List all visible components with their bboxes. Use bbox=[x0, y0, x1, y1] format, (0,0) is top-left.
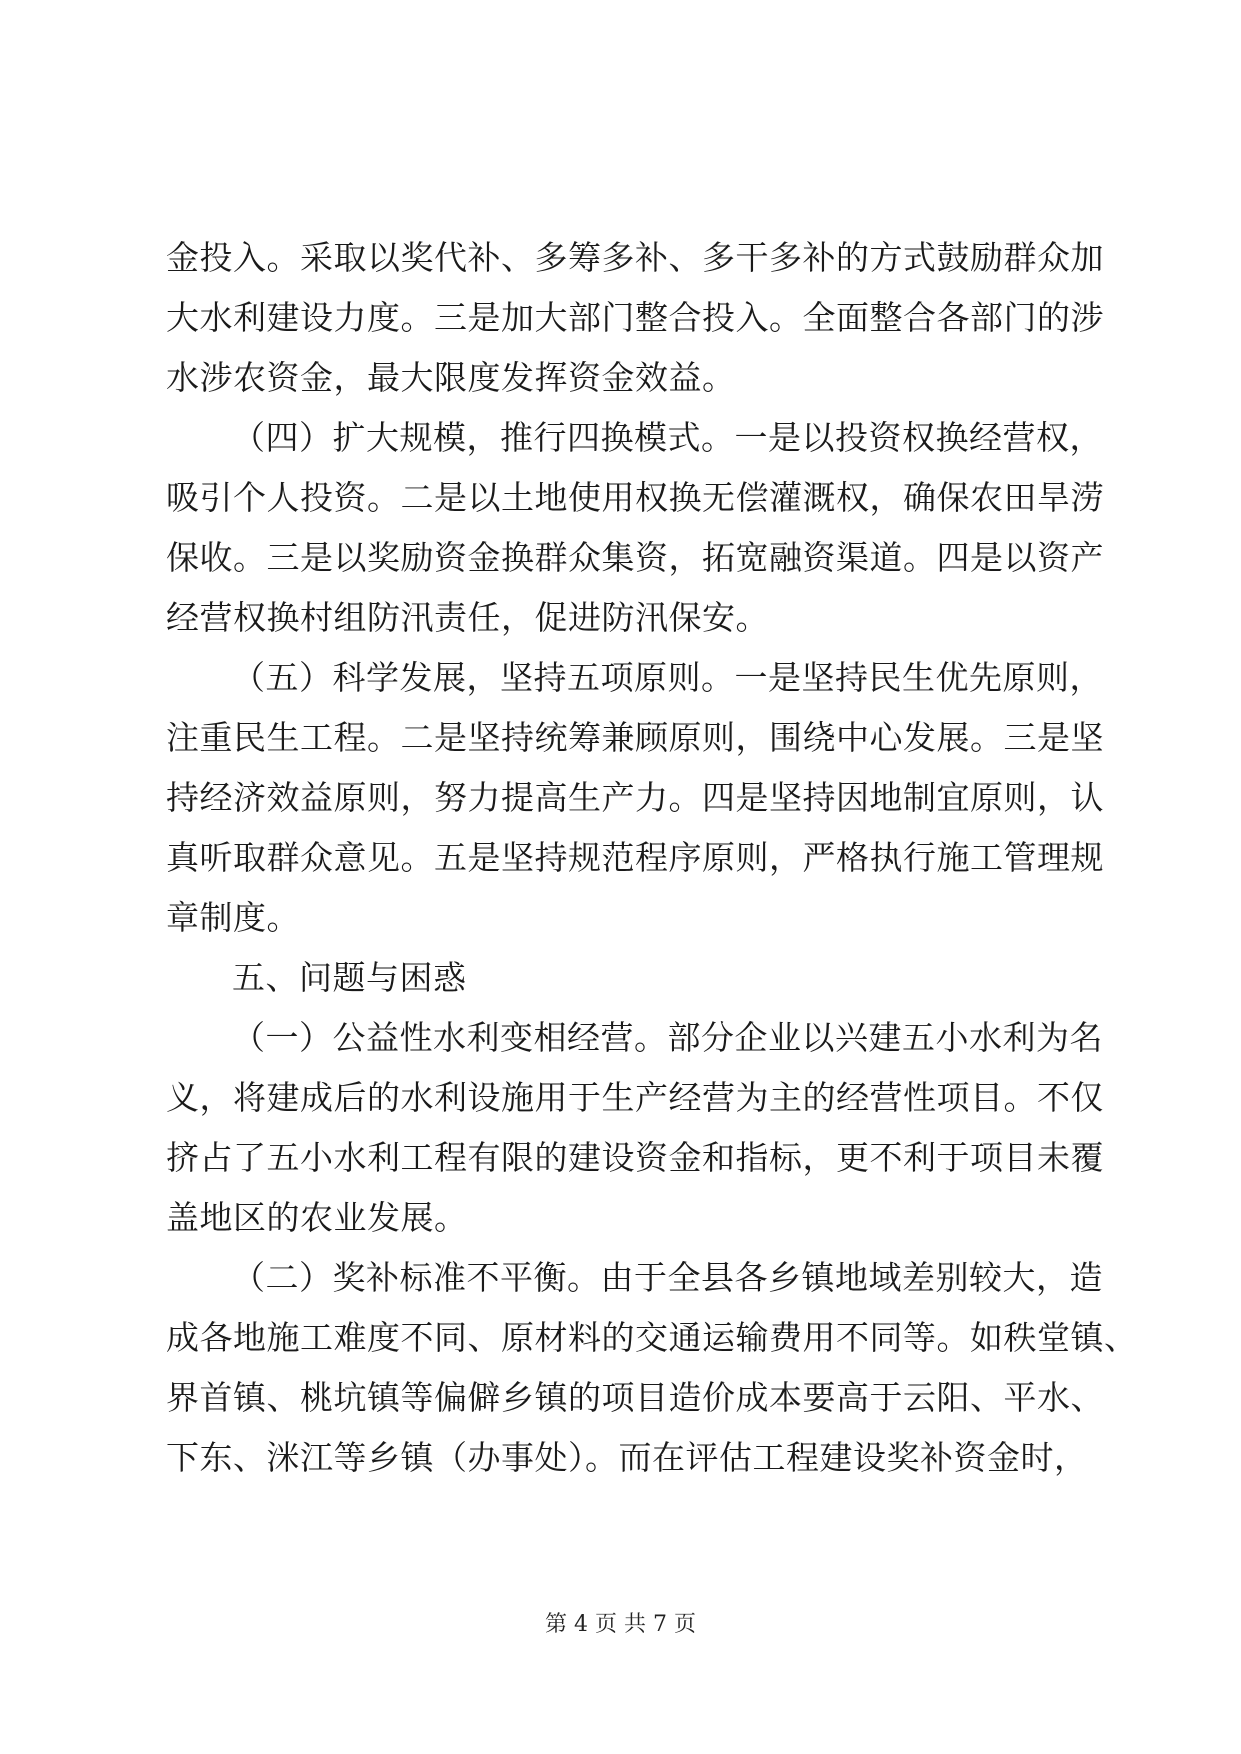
text-line: 义，将建成后的水利设施用于生产经营为主的经营性项目。不仅 bbox=[166, 1078, 1104, 1117]
page-number-footer: 第 4 页 共 7 页 bbox=[545, 1612, 696, 1637]
paragraph-start-line: （五）科学发展，坚持五项原则。一是坚持民生优先原则， bbox=[232, 658, 1103, 697]
text-line: 挤占了五小水利工程有限的建设资金和指标，更不利于项目未覆 bbox=[166, 1138, 1104, 1177]
text-line: 注重民生工程。二是坚持统筹兼顾原则，围绕中心发展。三是坚 bbox=[166, 718, 1104, 757]
text-line: 吸引个人投资。二是以土地使用权换无偿灌溉权，确保农田旱涝 bbox=[166, 478, 1104, 517]
section-heading: 五、问题与困惑 bbox=[232, 958, 467, 997]
text-line: 真听取群众意见。五是坚持规范程序原则，严格执行施工管理规 bbox=[166, 838, 1104, 877]
text-line: 盖地区的农业发展。 bbox=[166, 1198, 468, 1237]
text-line: 成各地施工难度不同、原材料的交通运输费用不同等。如秩堂镇、 bbox=[166, 1318, 1138, 1357]
text-line: 章制度。 bbox=[166, 898, 300, 937]
paragraph-start-line: （四）扩大规模，推行四换模式。一是以投资权换经营权， bbox=[232, 418, 1103, 457]
text-line: 金投入。采取以奖代补、多筹多补、多干多补的方式鼓励群众加 bbox=[166, 238, 1104, 277]
text-line: 水涉农资金，最大限度发挥资金效益。 bbox=[166, 358, 736, 397]
text-line: 持经济效益原则，努力提高生产力。四是坚持因地制宜原则，认 bbox=[166, 778, 1104, 817]
paragraph-start-line: （一）公益性水利变相经营。部分企业以兴建五小水利为名 bbox=[232, 1018, 1103, 1057]
document-body bbox=[166, 228, 1138, 1488]
text-line: 保收。三是以奖励资金换群众集资，拓宽融资渠道。四是以资产 bbox=[166, 538, 1104, 577]
text-line: 大水利建设力度。三是加大部门整合投入。全面整合各部门的涉 bbox=[166, 298, 1104, 337]
text-line: 经营权换村组防汛责任，促进防汛保安。 bbox=[166, 598, 769, 637]
text-line: 界首镇、桃坑镇等偏僻乡镇的项目造价成本要高于云阳、平水、 bbox=[166, 1378, 1104, 1417]
text-line: 下东、洣江等乡镇（办事处）。而在评估工程建设奖补资金时， bbox=[166, 1438, 1088, 1477]
paragraph-start-line: （二）奖补标准不平衡。由于全县各乡镇地域差别较大，造 bbox=[232, 1258, 1103, 1297]
